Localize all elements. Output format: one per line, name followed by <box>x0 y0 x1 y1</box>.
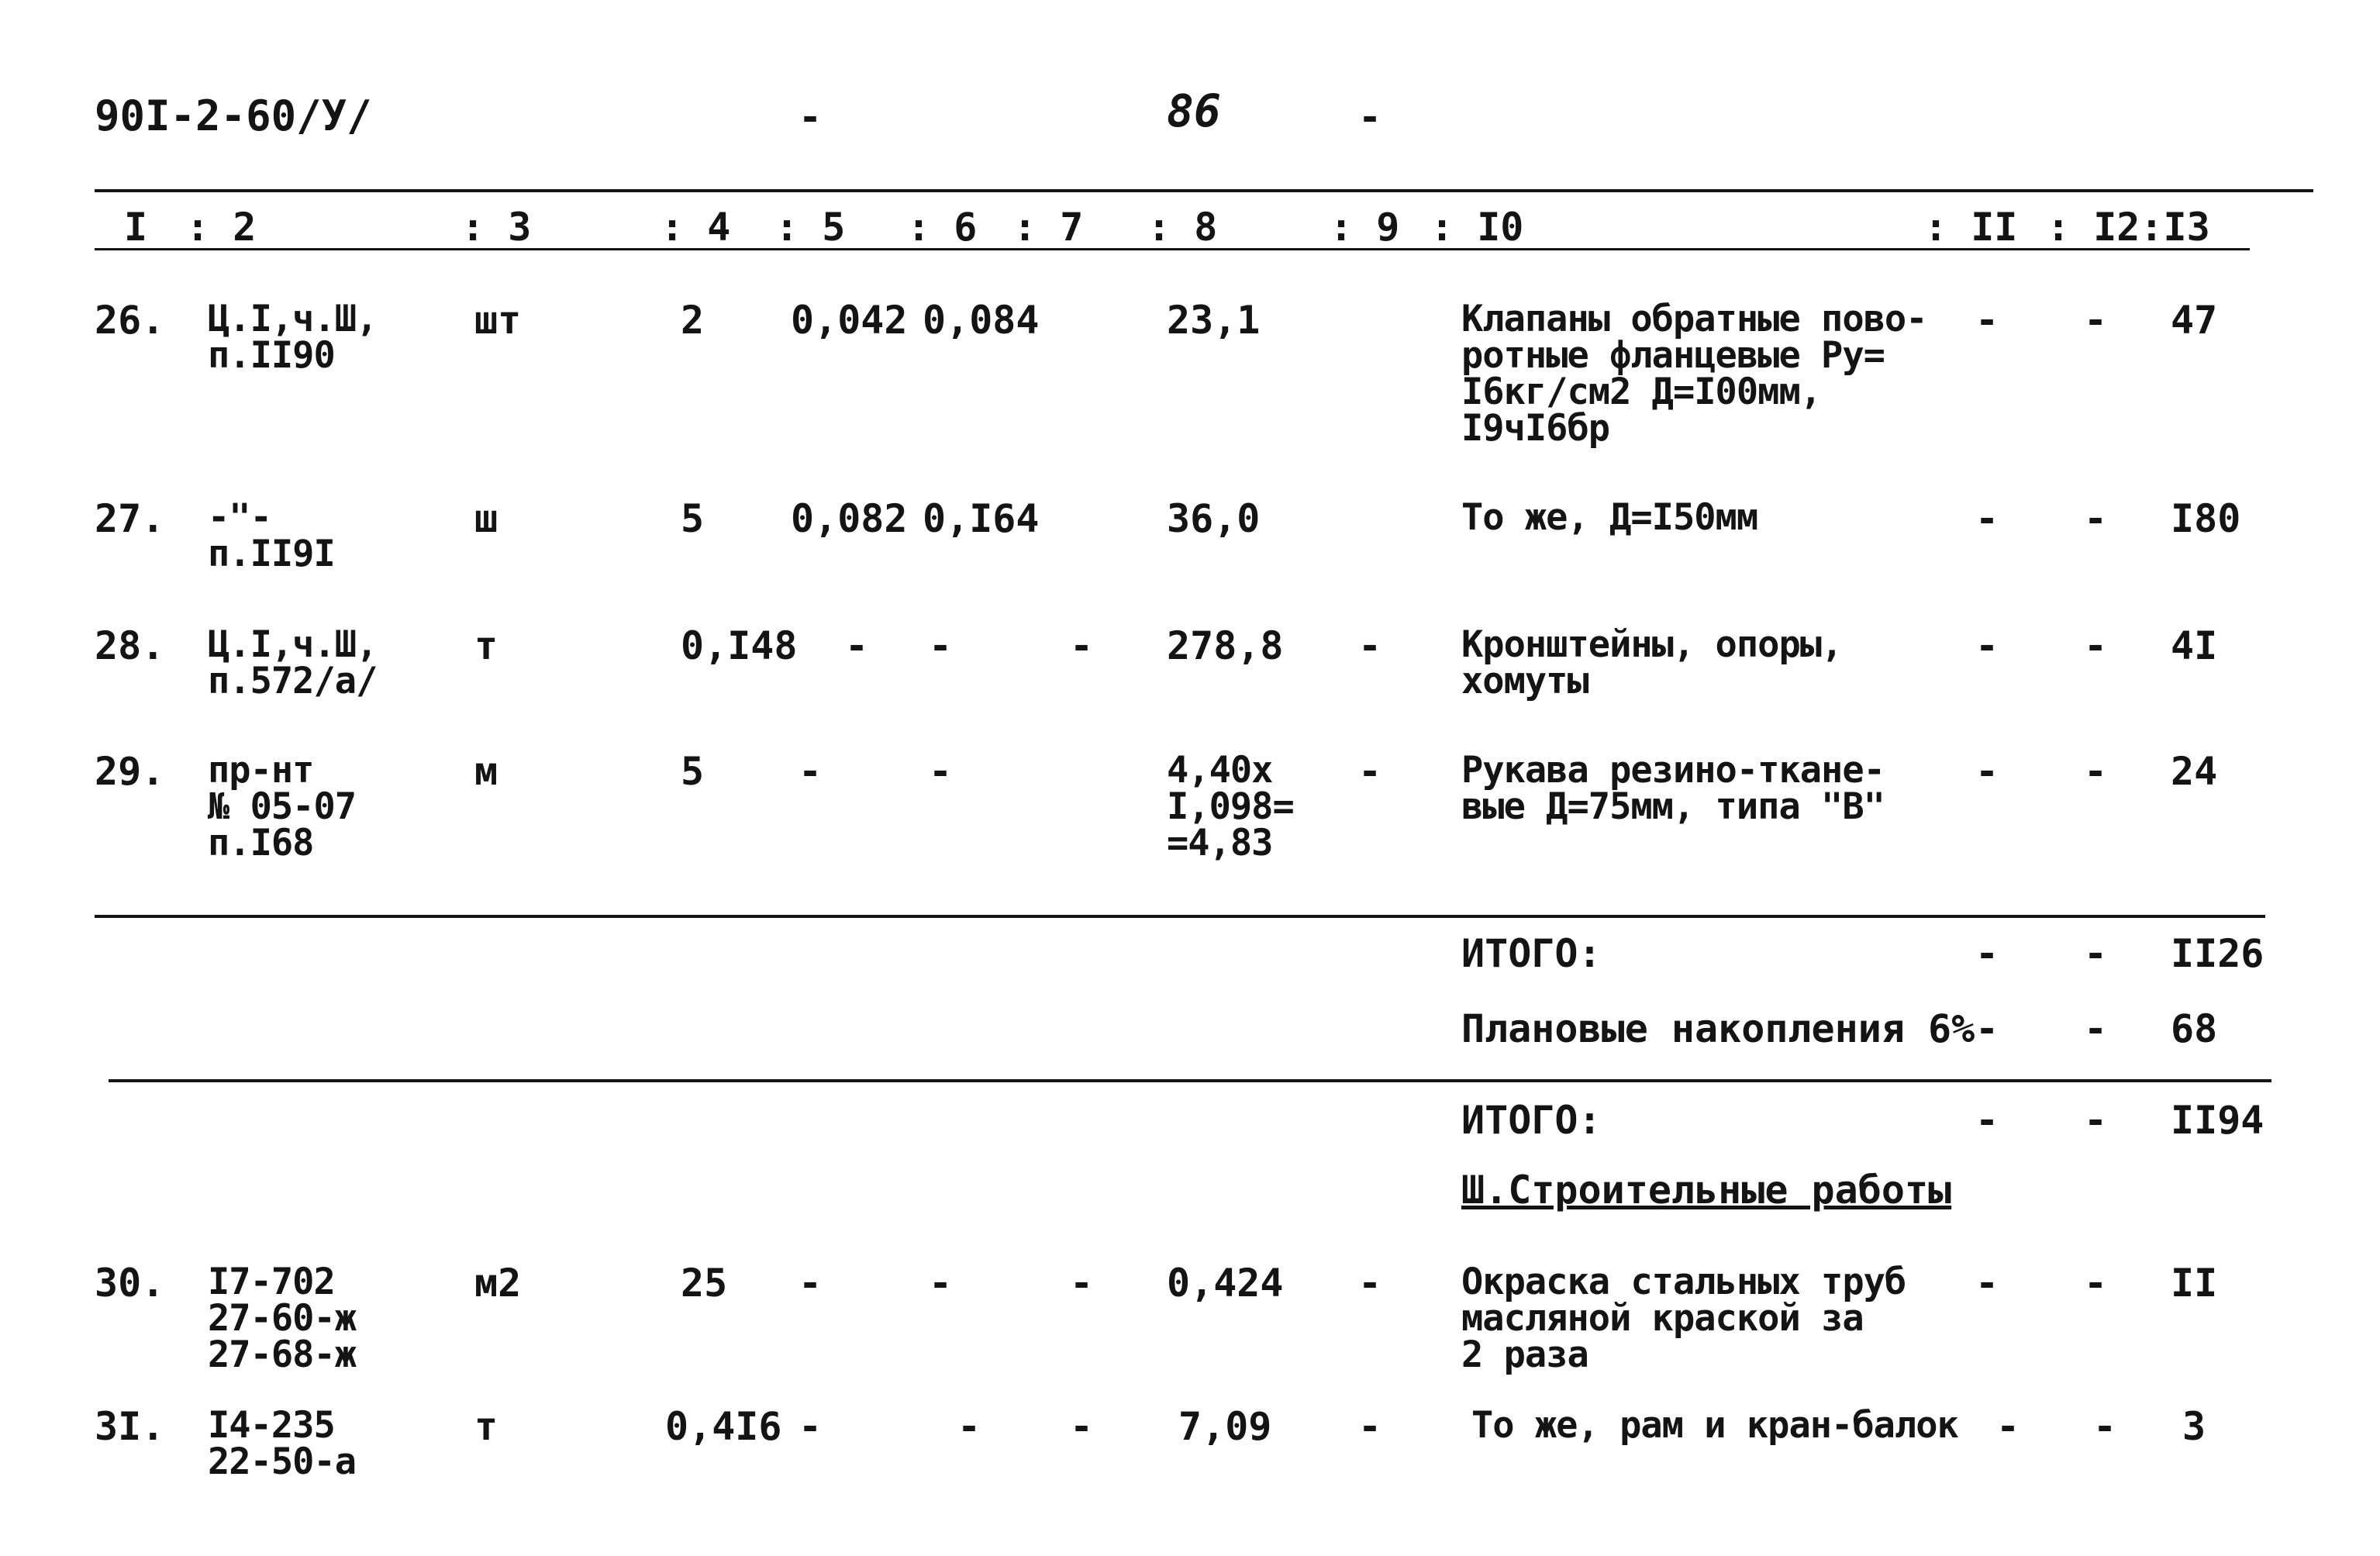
summary-rule-1 <box>95 915 2265 918</box>
row-total: I80 <box>2171 496 2241 541</box>
row-col11: - <box>1996 1404 2020 1449</box>
row-col11: - <box>1975 623 1999 668</box>
row-col6: - <box>957 1404 981 1449</box>
summary-total: II94 <box>2171 1098 2264 1143</box>
row-col8: 4,40х I,098= =4,83 <box>1167 749 1294 864</box>
row-col6: - <box>929 623 953 668</box>
row-col6: 0,084 <box>923 298 1040 343</box>
row-number: 30. <box>95 1261 165 1306</box>
row-total: 3 <box>2182 1404 2206 1449</box>
col-header-9: : 9 <box>1330 205 1400 250</box>
col-header-8: : 8 <box>1147 205 1218 250</box>
row-quantity: 0,4I6 <box>665 1404 782 1449</box>
row-col6: 0,I64 <box>923 496 1040 541</box>
row-description: То же, Д=I50мм <box>1461 496 1758 539</box>
row-number: 28. <box>95 623 165 668</box>
row-reference: пр-нт № 05-07 п.I68 <box>208 749 357 864</box>
row-unit: м <box>474 749 498 794</box>
row-col11: - <box>1975 496 1999 541</box>
row-number: 29. <box>95 749 165 794</box>
column-header-underline <box>95 248 2250 250</box>
row-col8: 278,8 <box>1167 623 1284 668</box>
row-col8: 0,424 <box>1167 1261 1284 1306</box>
row-reference: -"- п.II9I <box>208 496 335 575</box>
row-col12: - <box>2084 298 2108 343</box>
col-header-6: : 6 <box>907 205 978 250</box>
col-header-10: : I0 <box>1430 205 1524 250</box>
col-header-7: : 7 <box>1013 205 1084 250</box>
row-total: 24 <box>2171 749 2218 794</box>
header-dash-right: - <box>1358 95 1382 140</box>
row-quantity: 0,I48 <box>681 623 798 668</box>
row-unit: т <box>474 623 498 668</box>
row-col5: - <box>799 1261 823 1306</box>
row-reference: Ц.I,ч.Ш, п.II90 <box>208 298 378 377</box>
row-col7: - <box>1070 1261 1094 1306</box>
row-col11: - <box>1975 1261 1999 1306</box>
row-quantity: 25 <box>681 1261 728 1306</box>
summary-col12: - <box>2084 1098 2108 1143</box>
row-col7: - <box>1070 623 1094 668</box>
summary-col11: - <box>1975 931 1999 976</box>
summary-label: Плановые накопления 6% <box>1461 1006 1975 1051</box>
summary-rule-2 <box>109 1079 2271 1082</box>
row-col12: - <box>2084 749 2108 794</box>
row-description: Окраска стальных труб масляной краской за 2 раза <box>1461 1261 1906 1376</box>
summary-total: 68 <box>2171 1006 2218 1051</box>
row-col5: - <box>799 749 823 794</box>
row-description: Клапаны обратные пово- ротные фланцевые Ру= I6кг/см2 Д=I00мм, I9чI6бр <box>1461 298 1927 450</box>
summary-col11: - <box>1975 1098 1999 1143</box>
top-rule <box>95 189 2313 192</box>
row-col9: - <box>1358 1404 1382 1449</box>
row-col12: - <box>2084 496 2108 541</box>
row-reference: I7-702 27-60-ж 27-68-ж <box>208 1261 357 1376</box>
row-total: II <box>2171 1261 2218 1306</box>
row-total: 47 <box>2171 298 2218 343</box>
summary-label: ИТОГО: <box>1461 1098 1602 1143</box>
row-description: Кронштейны, опоры, хомуты <box>1461 623 1843 702</box>
row-col9: - <box>1358 1261 1382 1306</box>
row-number: 3I. <box>95 1404 165 1449</box>
row-col5: 0,082 <box>791 496 908 541</box>
row-total: 4I <box>2171 623 2218 668</box>
section-title: Ш.Строительные работы <box>1461 1168 1952 1213</box>
summary-col11: - <box>1975 1006 1999 1051</box>
summary-total: II26 <box>2171 931 2264 976</box>
row-quantity: 2 <box>681 298 705 343</box>
col-header-5: : 5 <box>775 205 846 250</box>
row-number: 27. <box>95 496 165 541</box>
page-number: 86 <box>1167 85 1221 137</box>
row-col12: - <box>2084 623 2108 668</box>
row-unit: м2 <box>474 1261 522 1306</box>
row-col8: 36,0 <box>1167 496 1261 541</box>
row-col12: - <box>2093 1404 2117 1449</box>
row-unit: ш <box>474 496 498 541</box>
col-header-3: : 3 <box>461 205 532 250</box>
row-reference: I4-235 22-50-а <box>208 1404 357 1483</box>
col-header-4: : 4 <box>661 205 731 250</box>
summary-col12: - <box>2084 931 2108 976</box>
row-col9: - <box>1358 749 1382 794</box>
row-col9: - <box>1358 623 1382 668</box>
col-header-12-13: : I2:I3 <box>2047 205 2210 250</box>
col-header-11: : II <box>1924 205 2018 250</box>
row-description: То же, рам и кран-балок <box>1471 1404 1958 1447</box>
row-quantity: 5 <box>681 496 705 541</box>
row-col11: - <box>1975 749 1999 794</box>
col-header-1: I <box>124 205 148 250</box>
row-unit: т <box>474 1404 498 1449</box>
row-col5: - <box>799 1404 823 1449</box>
row-col11: - <box>1975 298 1999 343</box>
row-col12: - <box>2084 1261 2108 1306</box>
row-unit: шт <box>474 298 522 343</box>
row-description: Рукава резино-ткане- вые Д=75мм, типа "В" <box>1461 749 1885 828</box>
row-col8: 23,1 <box>1167 298 1261 343</box>
summary-label: ИТОГО: <box>1461 931 1602 976</box>
row-quantity: 5 <box>681 749 705 794</box>
row-col5: 0,042 <box>791 298 908 343</box>
header-dash-left: - <box>799 95 823 140</box>
document-code: 90I-2-60/У/ <box>95 91 372 140</box>
row-col8: 7,09 <box>1178 1404 1272 1449</box>
col-header-2: : 2 <box>186 205 257 250</box>
row-col5: - <box>845 623 869 668</box>
row-col6: - <box>929 1261 953 1306</box>
summary-col12: - <box>2084 1006 2108 1051</box>
row-number: 26. <box>95 298 165 343</box>
row-col6: - <box>929 749 953 794</box>
row-reference: Ц.I,ч.Ш, п.572/а/ <box>208 623 378 702</box>
row-col7: - <box>1070 1404 1094 1449</box>
